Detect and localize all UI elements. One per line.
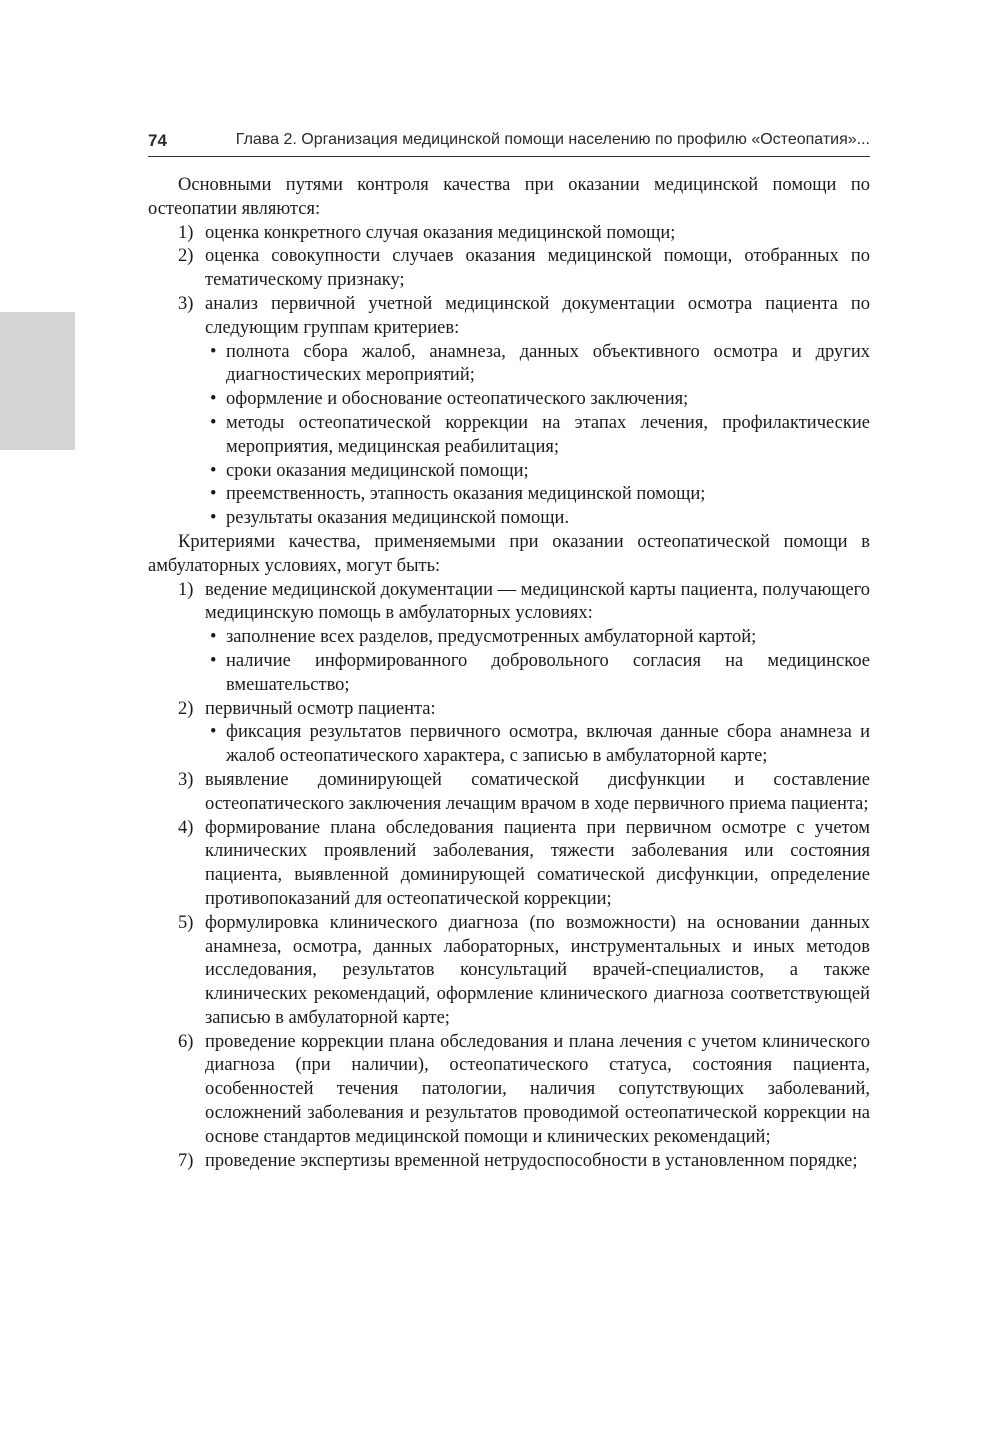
list-item <box>148 222 870 246</box>
list-number: 2) <box>178 246 194 267</box>
list-number: 1) <box>178 222 194 243</box>
list-item <box>148 1150 870 1174</box>
bullet-item <box>148 341 870 389</box>
list-item-text: ведение медицинской документации — медицинской карты пациента, получающего медицинскую помощь в амбулаторных условиях: <box>205 579 870 624</box>
bullet-item <box>148 507 870 531</box>
list-item-text: проведение коррекции плана обследования и плана лечения с учетом клинического диагноза (при наличии), остеопатического статуса, состояния пациента, особенностей течения патологии, наличия сопутствующих заболеваний, осложнений заболевания и результатов проводимой остеопатической коррекции на основе стандартов медицинской помощи и клинических рекомендаций; <box>205 1031 870 1147</box>
header-rule <box>148 156 870 157</box>
bullet-icon: • <box>210 627 217 648</box>
bullet-item <box>148 626 870 650</box>
bullet-item <box>148 412 870 460</box>
list-number: 3) <box>178 293 194 314</box>
list-item-text: оценка совокупности случаев оказания медицинской помощи, отобранных по тематическому признаку; <box>205 246 870 291</box>
list-item <box>148 698 870 722</box>
running-title: Глава 2. Организация медицинской помощи населению по профилю «Остеопатия»... <box>235 131 870 148</box>
bullet-text: методы остеопатической коррекции на этапах лечения, профилактические мероприятия, медицинская реабилитация; <box>226 412 870 457</box>
page-body <box>148 174 870 1173</box>
bullet-text: заполнение всех разделов, предусмотренных амбулаторной картой; <box>226 627 757 648</box>
list-item-text: оценка конкретного случая оказания медицинской помощи; <box>205 222 676 243</box>
bullet-item <box>148 388 870 412</box>
list-item-text: выявление доминирующей соматической дисфункции и составление остеопатического заключения лечащим врачом в ходе первичного приема пациента; <box>205 769 870 814</box>
bullet-text: сроки оказания медицинской помощи; <box>226 460 529 481</box>
list-item <box>148 245 870 293</box>
list-item <box>148 1031 870 1150</box>
list-item <box>148 769 870 817</box>
list-item-text: формирование плана обследования пациента при первичном осмотре с учетом клинических проявлений заболевания, тяжести заболевания или состояния пациента, выявленной доминирующей соматической дисфункции, определение противопоказаний для остеопатической коррекции; <box>205 817 870 909</box>
bullet-text: полнота сбора жалоб, анамнеза, данных объективного осмотра и других диагностических мероприятий; <box>226 341 870 386</box>
side-thumb-tab <box>0 312 75 450</box>
bullet-icon: • <box>210 412 217 433</box>
bullet-icon: • <box>210 389 217 410</box>
list-number: 4) <box>178 817 194 838</box>
list-item <box>148 912 870 1031</box>
paragraph-intro-1: Основными путями контроля качества при оказании медицинской помощи по остеопатии являются: <box>148 175 870 219</box>
bullet-text: оформление и обоснование остеопатического заключения; <box>226 389 689 410</box>
bullet-text: наличие информированного добровольного согласия на медицинское вмешательство; <box>226 650 870 695</box>
bullet-icon: • <box>210 484 217 505</box>
bullet-text: результаты оказания медицинской помощи. <box>226 508 570 529</box>
page-number: 74 <box>148 131 167 150</box>
list-item-text: проведение экспертизы временной нетрудоспособности в установленном порядке; <box>205 1150 858 1171</box>
list-item-text: формулировка клинического диагноза (по возможности) на основании данных анамнеза, осмотра, данных лабораторных, инструментальных и иных методов исследования, результатов консультаций врачей-специалистов, а также клинических рекомендаций, оформление клинического диагноза соответствующей записью в амбулаторной карте; <box>205 912 870 1028</box>
bullet-icon: • <box>210 722 217 743</box>
bullet-item <box>148 721 870 769</box>
list-number: 2) <box>178 698 194 719</box>
list-number: 3) <box>178 769 194 790</box>
list-item-text: первичный осмотр пациента: <box>205 698 436 719</box>
bullet-text: фиксация результатов первичного осмотра, включая данные сбора анамнеза и жалоб остеопатического характера, с записью в амбулаторной карте; <box>226 722 870 767</box>
list-item-text: анализ первичной учетной медицинской документации осмотра пациента по следующим группам критериев: <box>205 293 870 338</box>
bullet-icon: • <box>210 341 217 362</box>
page-header <box>148 130 870 158</box>
bullet-item <box>148 650 870 698</box>
bullet-icon: • <box>210 508 217 529</box>
bullet-icon: • <box>210 650 217 671</box>
list-item <box>148 817 870 912</box>
list-number: 6) <box>178 1031 194 1052</box>
bullet-item <box>148 460 870 484</box>
paragraph-intro-2: Критериями качества, применяемыми при оказании остеопатической помощи в амбулаторных условиях, могут быть: <box>148 531 870 576</box>
list-number: 1) <box>178 579 194 600</box>
list-number: 5) <box>178 912 194 933</box>
bullet-text: преемственность, этапность оказания медицинской помощи; <box>226 484 706 505</box>
bullet-item <box>148 483 870 507</box>
list-item <box>148 579 870 627</box>
list-number: 7) <box>178 1150 194 1171</box>
bullet-icon: • <box>210 460 217 481</box>
list-item <box>148 293 870 341</box>
